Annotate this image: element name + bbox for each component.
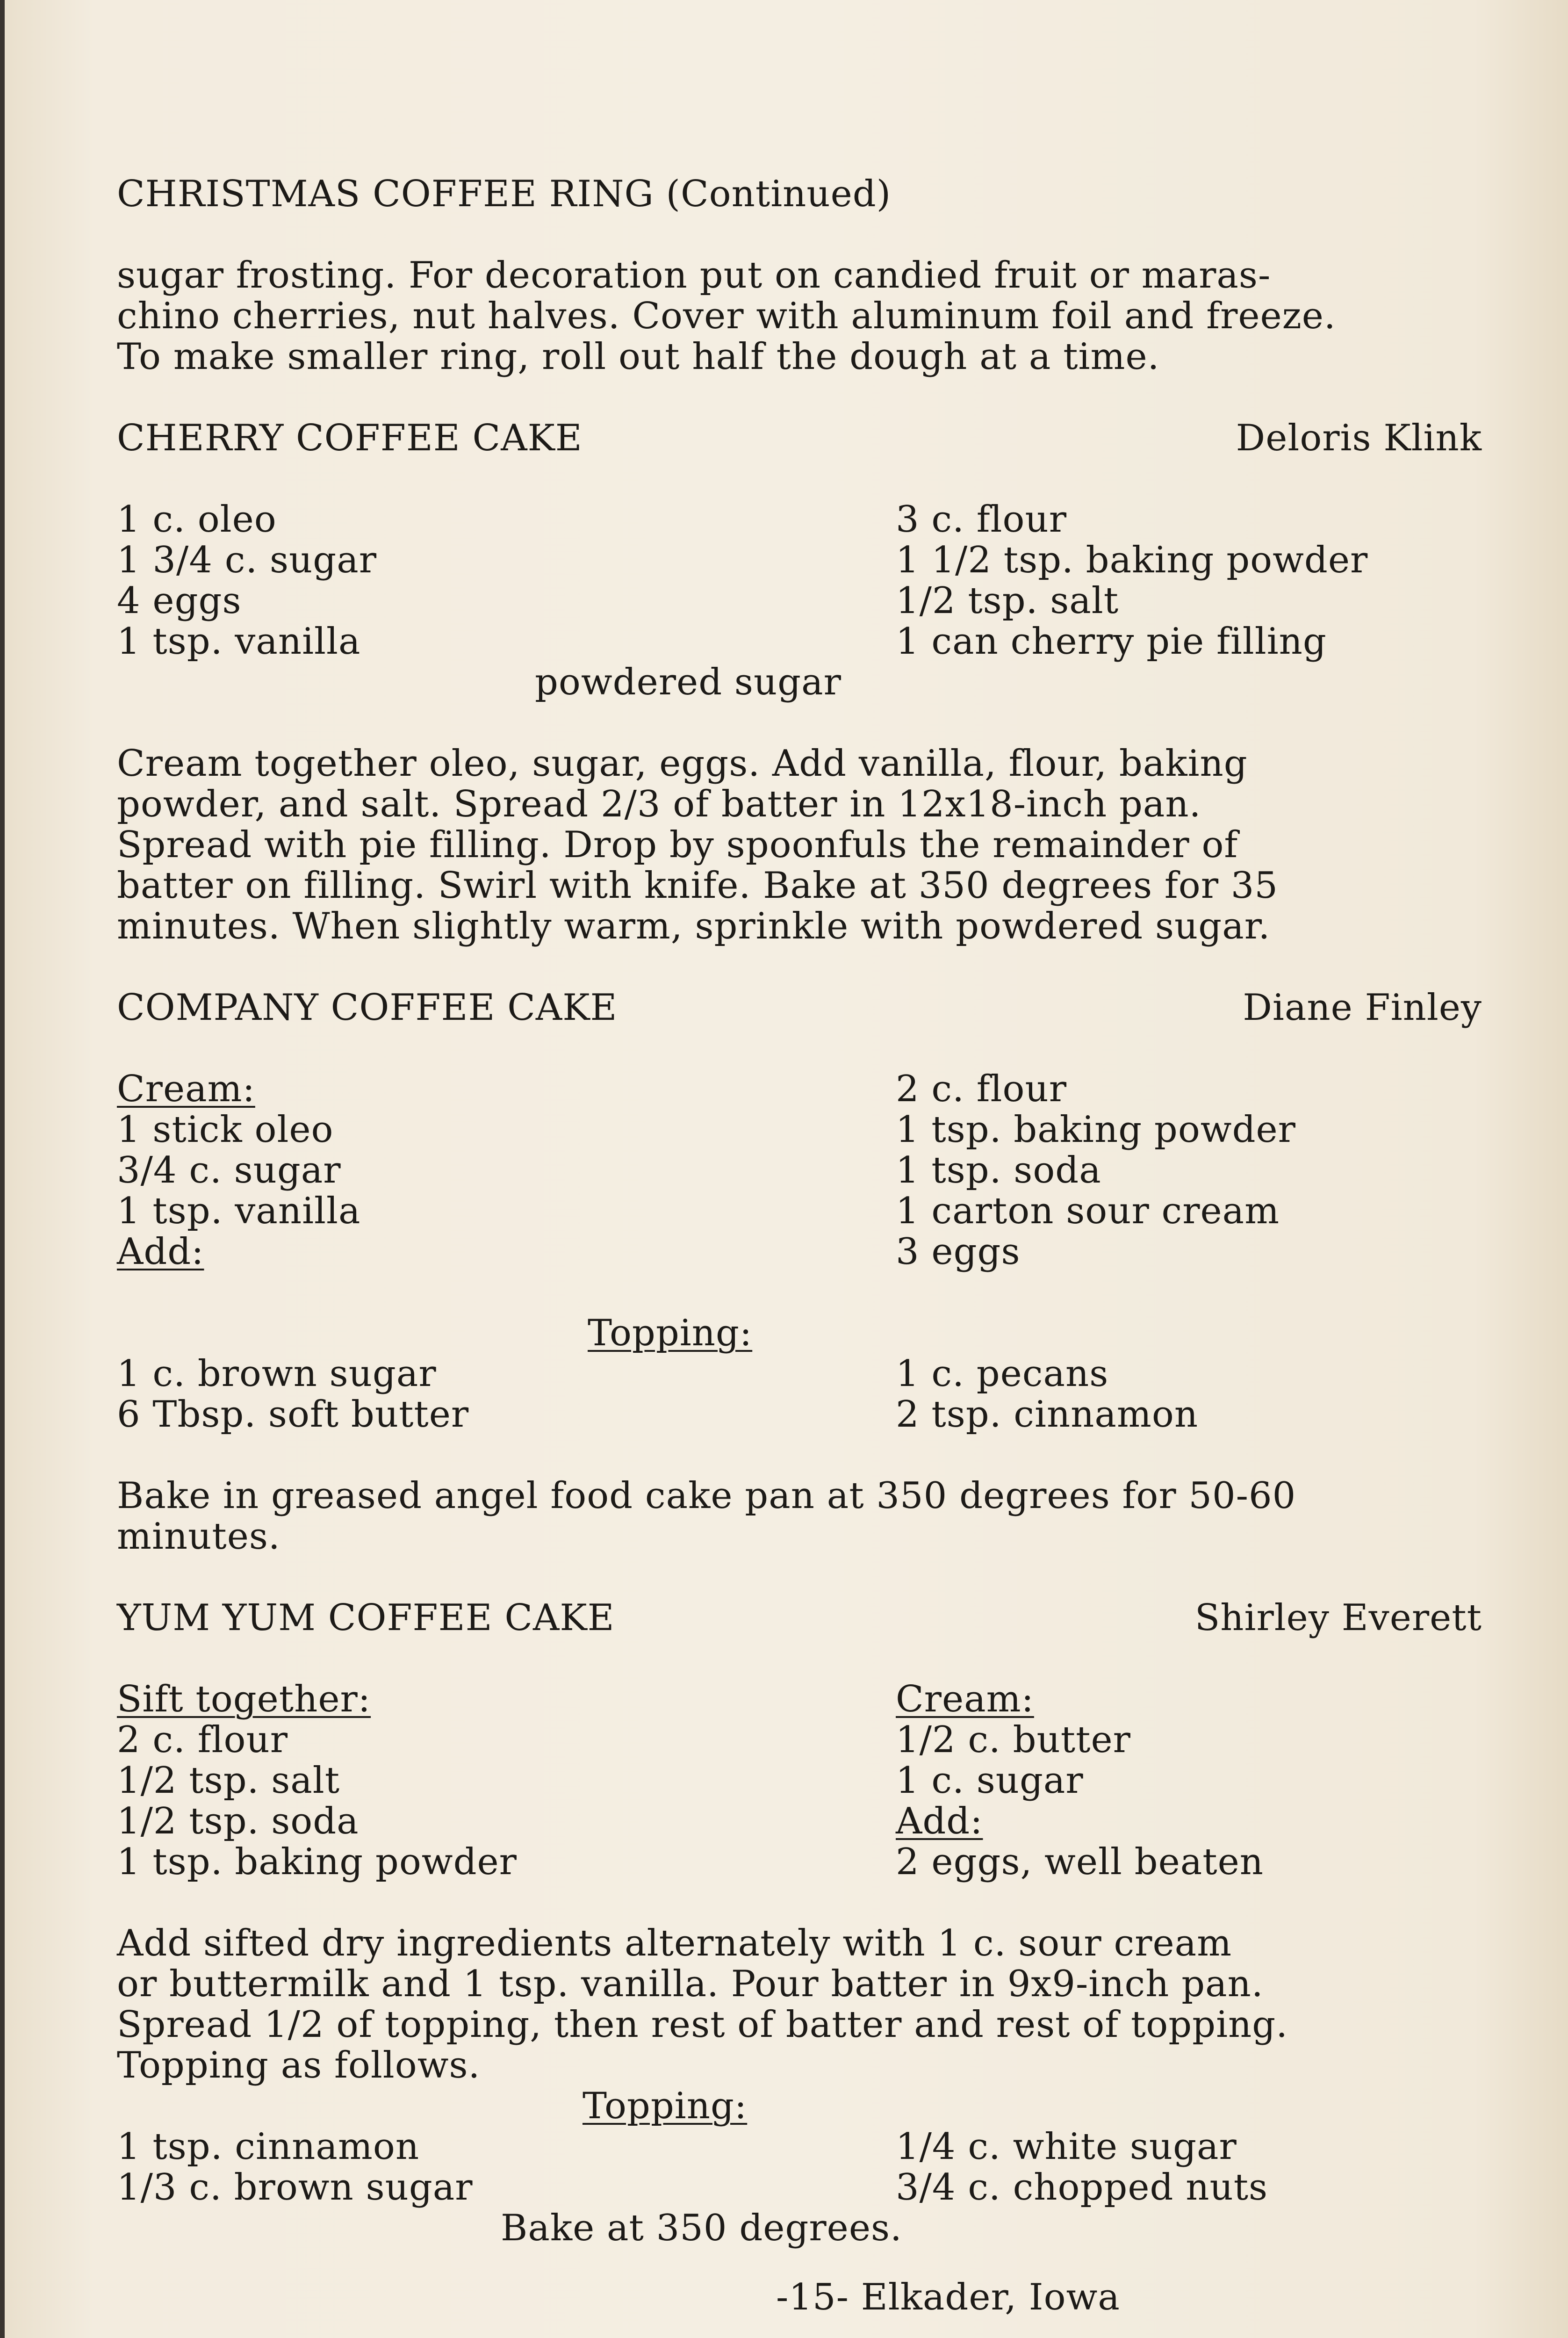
ingredient: 1 3/4 c. sugar — [117, 539, 377, 581]
ingredient: 3 c. flour — [896, 498, 1067, 541]
yumyum-title: YUM YUM COFFEE CAKE — [117, 1597, 615, 1639]
text-line: or buttermilk and 1 tsp. vanilla. Pour batter in 9x9-inch pan. — [117, 1963, 1264, 2005]
ingredient: 1/2 c. butter — [896, 1719, 1131, 1761]
ingredient: 1 tsp. vanilla — [117, 621, 361, 663]
ingredient: 3 eggs — [896, 1231, 1021, 1273]
text-line: Bake in greased angel food cake pan at 350 degrees for 50-60 — [117, 1475, 1296, 1517]
company-title: COMPANY COFFEE CAKE — [117, 987, 618, 1029]
ingredient: 1 can cherry pie filling — [896, 621, 1327, 663]
binding-edge — [0, 0, 5, 2338]
company-topping-label: Topping: — [588, 1312, 753, 1354]
text-line: chino cherries, nut halves. Cover with aluminum foil and freeze. — [117, 295, 1336, 337]
ingredient: 3/4 c. chopped nuts — [896, 2166, 1268, 2208]
text-line: powder, and salt. Spread 2/3 of batter in 12x18-inch pan. — [117, 783, 1201, 825]
text-line: sugar frosting. For decoration put on candied fruit or maras- — [117, 254, 1271, 296]
yumyum-topping-left — [117, 2127, 473, 2208]
company-ingredients-left — [117, 1069, 360, 1272]
company-topping-left — [117, 1354, 469, 1435]
text-line: Add sifted dry ingredients alternately with 1 c. sour cream — [117, 1922, 1232, 1964]
ingredient: 1/3 c. brown sugar — [117, 2166, 473, 2208]
add-label: Add: — [117, 1231, 204, 1273]
yumyum-ingredients-right — [896, 1679, 1264, 1883]
ingredient: 1 tsp. soda — [896, 1149, 1101, 1191]
text-line: batter on filling. Swirl with knife. Bake at 350 degrees for 35 — [117, 865, 1279, 907]
yumyum-directions — [117, 1923, 1288, 2086]
yumyum-topping-right — [896, 2127, 1268, 2208]
ingredient: 1 stick oleo — [117, 1109, 334, 1151]
ingredient: 2 tsp. cinnamon — [896, 1393, 1199, 1436]
ingredient: 1 carton sour cream — [896, 1190, 1280, 1232]
ingredient: 1/4 c. white sugar — [896, 2126, 1237, 2168]
ingredient: 6 Tbsp. soft butter — [117, 1393, 469, 1436]
company-topping-right — [896, 1354, 1198, 1435]
ingredient: 2 c. flour — [896, 1068, 1067, 1110]
yumyum-topping-label: Topping: — [583, 2085, 748, 2127]
ingredient: 1/2 tsp. salt — [896, 580, 1119, 622]
text-line: Spread 1/2 of topping, then rest of batter and rest of topping. — [117, 2004, 1288, 2046]
text-line: minutes. — [117, 1515, 281, 1558]
sift-label: Sift together: — [117, 1678, 371, 1720]
ingredient: 1 c. sugar — [896, 1760, 1084, 1802]
ingredient: 4 eggs — [117, 580, 242, 622]
cream-label: Cream: — [117, 1068, 255, 1110]
ingredient: 2 eggs, well beaten — [896, 1841, 1264, 1883]
page-footer: -15- Elkader, Iowa — [776, 2276, 1120, 2318]
text-line: To make smaller ring, roll out half the dough at a time. — [117, 336, 1160, 378]
ingredient: 1 c. oleo — [117, 498, 277, 541]
ingredient: 1 tsp. baking powder — [896, 1109, 1296, 1151]
text-line: Cream together oleo, sugar, eggs. Add vanilla, flour, baking — [117, 743, 1248, 785]
yumyum-ingredients-left — [117, 1679, 517, 1883]
text-line: Topping as follows. — [117, 2044, 481, 2086]
ingredient: 1 1/2 tsp. baking powder — [896, 539, 1368, 581]
cherry-author: Deloris Klink — [1236, 417, 1482, 459]
cream-label: Cream: — [896, 1678, 1034, 1720]
ingredient: 1/2 tsp. salt — [117, 1760, 340, 1802]
ingredient: 2 c. flour — [117, 1719, 288, 1761]
company-ingredients-right — [896, 1069, 1296, 1272]
ingredient: 1 tsp. cinnamon — [117, 2126, 420, 2168]
cherry-ingredients-right — [896, 499, 1368, 662]
ingredient: 1/2 tsp. soda — [117, 1800, 359, 1842]
cherry-title: CHERRY COFFEE CAKE — [117, 417, 583, 459]
christmas-text — [117, 255, 1336, 377]
christmas-heading: CHRISTMAS COFFEE RING (Continued) — [117, 173, 892, 215]
text-line: minutes. When slightly warm, sprinkle with powdered sugar. — [117, 905, 1271, 947]
ingredient: 1 tsp. baking powder — [117, 1841, 517, 1883]
ingredient: 1 c. pecans — [896, 1353, 1109, 1395]
ingredient: 1 tsp. vanilla — [117, 1190, 361, 1232]
cherry-center-ingredient: powdered sugar — [535, 661, 842, 703]
ingredient: 1 c. brown sugar — [117, 1353, 437, 1395]
add-label: Add: — [896, 1800, 983, 1842]
company-author: Diane Finley — [1243, 987, 1482, 1029]
yumyum-bake-note: Bake at 350 degrees. — [501, 2207, 902, 2249]
text-line: Spread with pie filling. Drop by spoonfuls the remainder of — [117, 824, 1238, 866]
cherry-directions — [117, 743, 1278, 947]
ingredient: 3/4 c. sugar — [117, 1149, 341, 1191]
cherry-ingredients-left — [117, 499, 377, 662]
yumyum-author: Shirley Everett — [1194, 1597, 1482, 1639]
company-directions — [117, 1476, 1296, 1557]
